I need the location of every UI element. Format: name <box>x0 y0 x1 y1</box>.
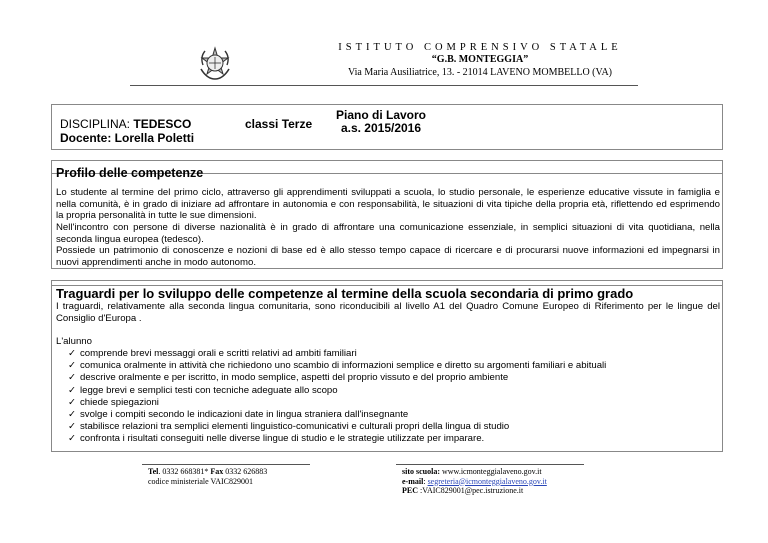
republic-emblem-icon <box>197 45 233 81</box>
discipline-block <box>60 117 194 145</box>
profile-paragraph-1: Lo studente al termine del primo ciclo, attraverso gli apprendimenti sviluppati a scuola, lo studio personale, le esperienze educative vissute in famiglia e nella comunità, è in grado di iniziare ad affrontare in autonomia e con responsabilità, le situazioni di vita tipiche della propria età, riflettendo ed esprimendo la propria personalità in tutte le sue dimensioni. <box>56 187 720 221</box>
discipline-value: TEDESCO <box>133 117 192 131</box>
classes-label: classi Terze <box>245 117 313 131</box>
list-item: ✓ comprende brevi messaggi orali e scritti relativi ad ambiti familiari <box>68 348 357 359</box>
goals-checklist <box>68 348 606 446</box>
footer-left-rule <box>142 464 310 465</box>
email-link[interactable]: segreteria@icmonteggialaveno.gov.it <box>427 476 547 486</box>
list-item: ✓ chiede spiegazioni <box>68 396 159 408</box>
school-address: Via Maria Ausiliatrice, 13. - 21014 LAVENO MOMBELLO (VA) <box>348 67 612 78</box>
header-divider <box>130 85 638 86</box>
profile-paragraph-3: Possiede un patrimonio di conoscenze e nozioni di base ed è allo stesso tempo capace di ricercare e di procurarsi nuove informazioni ed impegnarsi in nuovi apprendimenti anche in modo autonomo. <box>56 245 720 268</box>
discipline-label: DISCIPLINA: <box>60 117 134 131</box>
footer-web: sito scuola: www.icmonteggialaveno.gov.it e-mail: segreteria@icmonteggialaveno.gov.it PEC :VAIC829001@pec.istruzione.it <box>402 467 547 495</box>
check-icon: ✓ <box>68 433 77 445</box>
list-item: ✓ svolge i compiti secondo le indicazioni date in lingua straniera dall'insegnante <box>68 409 409 421</box>
check-icon: ✓ <box>68 348 77 359</box>
list-item: ✓ stabilisce relazioni tra semplici elementi linguistico-comunicativi e culturali propri della lingua di studio <box>68 421 510 433</box>
website-link[interactable]: www.icmonteggialaveno.gov.it <box>440 467 542 476</box>
goals-intro: I traguardi, relativamente alla seconda lingua comunitaria, sono riconducibili al livello A1 del Quadro Comune Europeo di Riferimento per le lingue del Consiglio d'Europa . <box>56 301 720 324</box>
list-item: ✓ legge brevi e semplici testi con tecniche adeguate allo scopo <box>68 384 338 396</box>
check-icon: ✓ <box>68 409 77 421</box>
pupil-label: L'alunno <box>56 336 92 347</box>
profile-paragraph-2: Nell'incontro con persone di diverse nazionalità è in grado di affrontare una comunicazione essenziale, in semplici situazioni di vita quotidiana, nella seconda lingua europea (tedesco). <box>56 222 720 245</box>
profile-title: Profilo delle competenze <box>56 166 204 180</box>
check-icon: ✓ <box>68 372 77 384</box>
goals-title: Traguardi per lo sviluppo delle competenze al termine della scuola secondaria di primo grado <box>56 286 634 301</box>
plan-title-block <box>318 109 444 135</box>
footer-right-rule <box>396 464 584 465</box>
pec-address: :VAIC829001@pec.istruzione.it <box>418 486 524 495</box>
school-name: “G.B. MONTEGGIA” <box>431 54 529 65</box>
school-year: a.s. 2015/2016 <box>340 121 422 135</box>
check-icon: ✓ <box>68 421 77 433</box>
check-icon: ✓ <box>68 396 77 408</box>
list-item: ✓ descrive oralmente e per iscritto, in modo semplice, aspetti del proprio vissuto e del proprio ambiente <box>68 372 509 384</box>
teacher-name: Docente: Lorella Poletti <box>60 131 195 145</box>
list-item: ✓ confronta i risultati conseguiti nelle diverse lingue di studio e le strategie utilizzate per imparare. <box>68 433 485 445</box>
check-icon: ✓ <box>68 360 77 372</box>
footer-contacts: Tel. 0332 668381* Fax 0332 626883 codice ministeriale VAIC829001 <box>148 467 268 486</box>
list-item: ✓ comunica oralmente in attività che richiedono uno scambio di informazioni semplice e diretto su argomenti familiari e abituali <box>68 360 607 372</box>
plan-title: Piano di Lavoro <box>335 108 426 122</box>
check-icon: ✓ <box>68 384 77 396</box>
school-type: ISTITUTO COMPRENSIVO STATALE <box>338 42 622 53</box>
ministerial-code: codice ministeriale VAIC829001 <box>148 476 254 486</box>
